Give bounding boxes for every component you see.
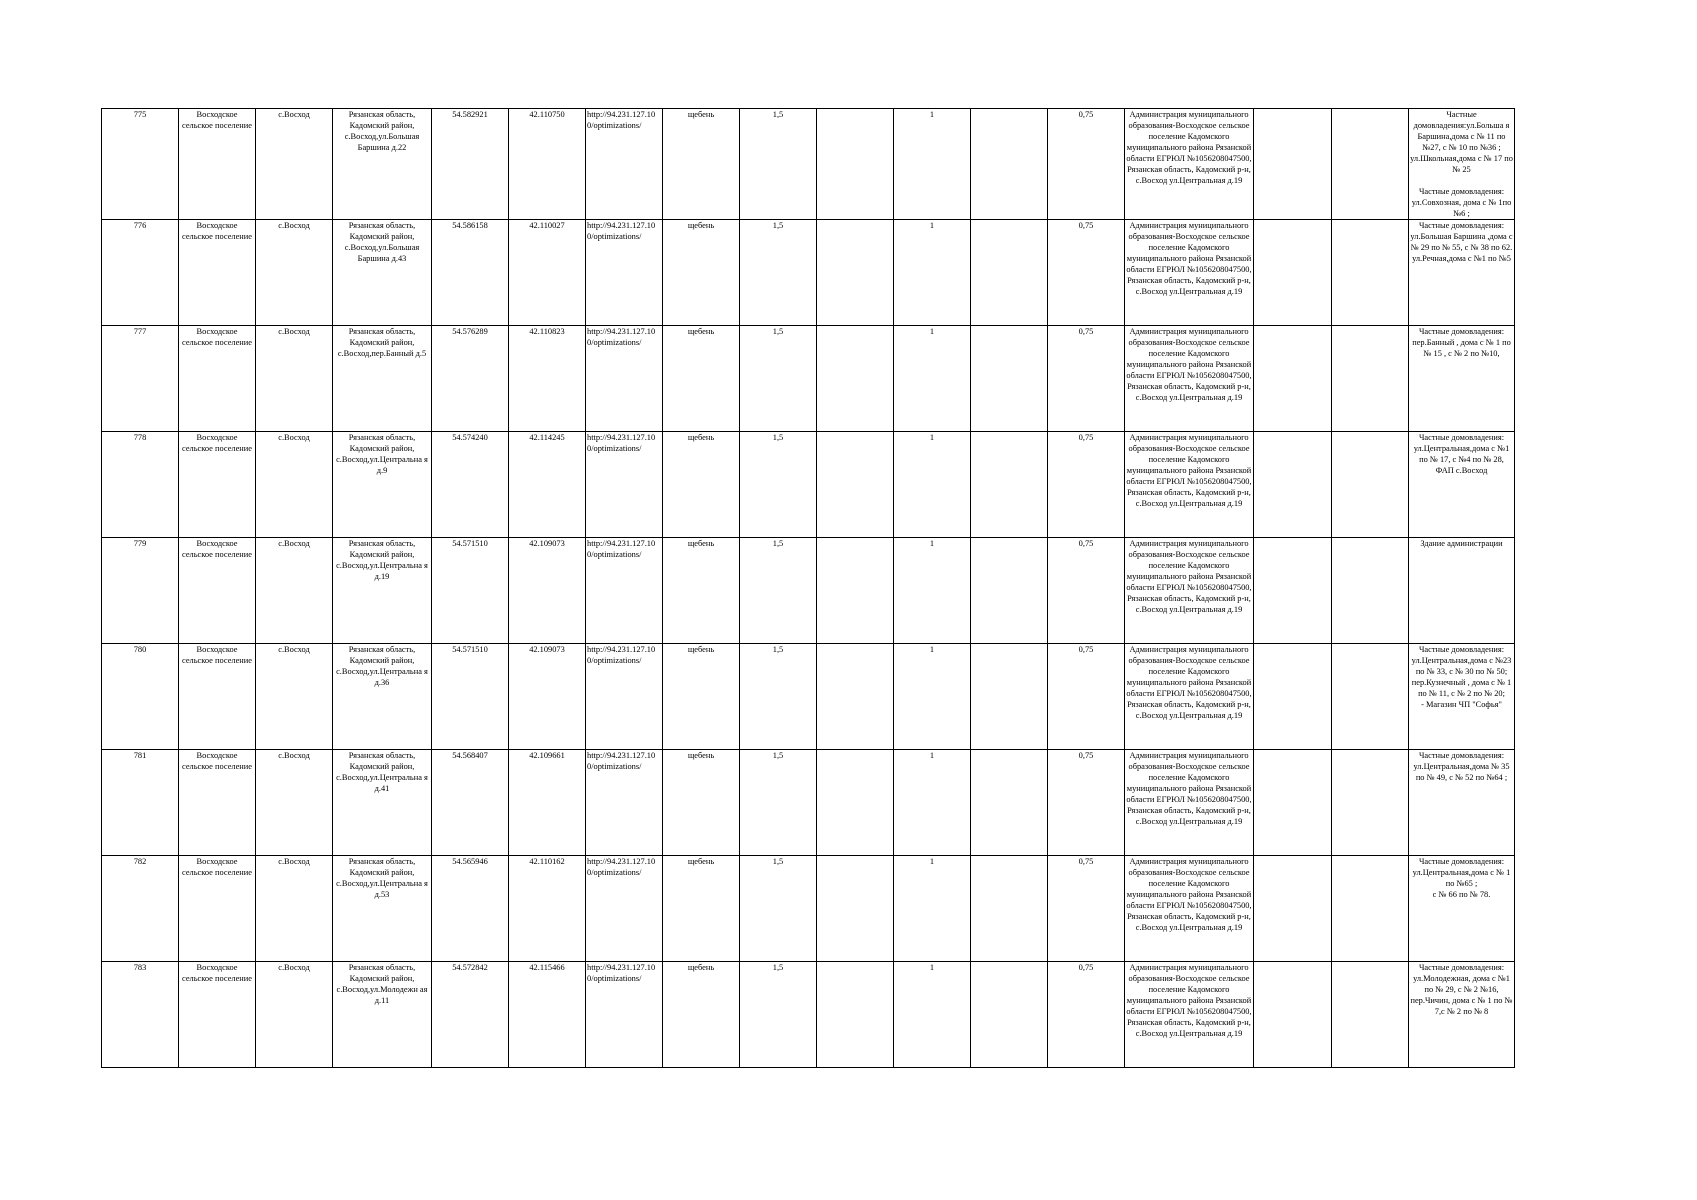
empty-cell (1332, 644, 1409, 750)
table-row (102, 856, 1515, 962)
surface-cell: щебень (663, 644, 740, 750)
area-cell: 1,5 (740, 856, 817, 962)
table-row (102, 644, 1515, 750)
volume-cell: 0,75 (1048, 326, 1125, 432)
volume-cell: 0,75 (1048, 432, 1125, 538)
settlement-cell: Восходское сельское поселение (179, 326, 256, 432)
surface-cell: щебень (663, 962, 740, 1068)
latitude-cell: 54.586158 (432, 220, 509, 326)
settlement-cell: Восходское сельское поселение (179, 432, 256, 538)
settlement-cell: Восходское сельское поселение (179, 856, 256, 962)
owner-cell: Администрация муниципального образования-Восходское сельское поселение Кадомского муниципального района Рязанской области ЕГРЮЛ №1056208047500, Рязанская область, Кадомский р-н, с.Восход ул.Центральная д.19 (1125, 432, 1254, 538)
longitude-cell: 42.109073 (509, 644, 586, 750)
empty-cell (971, 856, 1048, 962)
latitude-cell: 54.571510 (432, 644, 509, 750)
row-number: 783 (102, 962, 179, 1068)
area-cell: 1,5 (740, 538, 817, 644)
container-count-cell: 1 (894, 326, 971, 432)
empty-cell (817, 326, 894, 432)
empty-cell (1254, 326, 1332, 432)
area-cell: 1,5 (740, 326, 817, 432)
url-cell: http://94.231.127.10 0/optimizations/ (586, 750, 663, 856)
area-cell: 1,5 (740, 962, 817, 1068)
empty-cell (971, 644, 1048, 750)
row-number: 777 (102, 326, 179, 432)
address-cell: Рязанская область, Кадомский район, с.Восход,ул.Большая Баршина д.22 (333, 109, 432, 220)
longitude-cell: 42.110750 (509, 109, 586, 220)
village-cell: с.Восход (256, 644, 333, 750)
empty-cell (1332, 220, 1409, 326)
empty-cell (1254, 220, 1332, 326)
empty-cell (1332, 109, 1409, 220)
surface-cell: щебень (663, 220, 740, 326)
empty-cell (1332, 538, 1409, 644)
row-number: 780 (102, 644, 179, 750)
area-cell: 1,5 (740, 109, 817, 220)
url-cell: http://94.231.127.10 0/optimizations/ (586, 432, 663, 538)
empty-cell (1332, 962, 1409, 1068)
empty-cell (1332, 856, 1409, 962)
empty-cell (1254, 538, 1332, 644)
container-count-cell: 1 (894, 962, 971, 1068)
row-number: 781 (102, 750, 179, 856)
address-cell: Рязанская область, Кадомский район, с.Восход,ул.Центральна я д.36 (333, 644, 432, 750)
url-cell: http://94.231.127.10 0/optimizations/ (586, 538, 663, 644)
surface-cell: щебень (663, 538, 740, 644)
sources-cell: Частные домовладения: ул.Центральная,дома № 35 по № 49, с № 52 по №64 ; (1409, 750, 1515, 856)
registry-table-body (102, 109, 1515, 1068)
row-number: 778 (102, 432, 179, 538)
empty-cell (817, 220, 894, 326)
table-row (102, 326, 1515, 432)
longitude-cell: 42.110162 (509, 856, 586, 962)
empty-cell (817, 962, 894, 1068)
sources-cell: Частные домовладения:ул.Больша я Баршина,дома с № 11 по №27, с № 10 по №36 ; ул.Школьная,дома с № 17 по № 25 Частные домовладения: ул.Совхозная, дома с № 1по №6 ; (1410, 110, 1513, 218)
empty-cell (971, 109, 1048, 220)
address-cell: Рязанская область, Кадомский район, с.Восход,ул.Молодежн ая д.11 (333, 962, 432, 1068)
sources-cell: Частные домовладения: ул.Центральная,дома с №23 по № 33, с № 30 по № 50; пер.Кузнечный , дома с № 1 по № 11, с № 2 по № 20; - Магазин ЧП "Софья" (1409, 644, 1515, 750)
empty-cell (1254, 856, 1332, 962)
empty-cell (971, 538, 1048, 644)
volume-cell: 0,75 (1048, 220, 1125, 326)
container-count-cell: 1 (894, 220, 971, 326)
owner-cell: Администрация муниципального образования-Восходское сельское поселение Кадомского муниципального района Рязанской области ЕГРЮЛ №1056208047500, Рязанская область, Кадомский р-н, с.Восход ул.Центральная д.19 (1125, 326, 1254, 432)
empty-cell (1332, 750, 1409, 856)
empty-cell (1254, 109, 1332, 220)
volume-cell: 0,75 (1048, 856, 1125, 962)
village-cell: с.Восход (256, 962, 333, 1068)
empty-cell (971, 220, 1048, 326)
sources-cell: Частные домовладения: ул.Центральная,дома с №1 по № 17, с №4 по № 28, ФАП с.Восход (1409, 432, 1515, 538)
latitude-cell: 54.568407 (432, 750, 509, 856)
url-cell: http://94.231.127.10 0/optimizations/ (586, 962, 663, 1068)
table-row (102, 220, 1515, 326)
longitude-cell: 42.114245 (509, 432, 586, 538)
village-cell: с.Восход (256, 750, 333, 856)
village-cell: с.Восход (256, 432, 333, 538)
surface-cell: щебень (663, 109, 740, 220)
owner-cell: Администрация муниципального образования-Восходское сельское поселение Кадомского муниципального района Рязанской области ЕГРЮЛ №1056208047500, Рязанская область, Кадомский р-н, с.Восход ул.Центральная д.19 (1125, 962, 1254, 1068)
empty-cell (817, 644, 894, 750)
container-count-cell: 1 (894, 538, 971, 644)
empty-cell (1254, 644, 1332, 750)
latitude-cell: 54.574240 (432, 432, 509, 538)
volume-cell: 0,75 (1048, 538, 1125, 644)
latitude-cell: 54.572842 (432, 962, 509, 1068)
longitude-cell: 42.110823 (509, 326, 586, 432)
village-cell: с.Восход (256, 109, 333, 220)
surface-cell: щебень (663, 856, 740, 962)
owner-cell: Администрация муниципального образования-Восходское сельское поселение Кадомского муниципального района Рязанской области ЕГРЮЛ №1056208047500, Рязанская область, Кадомский р-н, с.Восход ул.Центральная д.19 (1125, 220, 1254, 326)
sources-cell: Частные домовладения: ул.Большая Баршина ,дома с № 29 по № 55, с № 38 по 62. ул.Речная,дома с №1 по №5 (1409, 220, 1515, 326)
table-row (102, 538, 1515, 644)
sources-cell: Здание администрации (1409, 538, 1515, 644)
area-cell: 1,5 (740, 220, 817, 326)
row-number: 782 (102, 856, 179, 962)
sources-cell: Частные домовладения: ул.Центральная,дома с № 1 по №65 ; с № 66 по № 78. (1409, 856, 1515, 962)
empty-cell (817, 750, 894, 856)
settlement-cell: Восходское сельское поселение (179, 109, 256, 220)
owner-cell: Администрация муниципального образования-Восходское сельское поселение Кадомского муниципального района Рязанской области ЕГРЮЛ №1056208047500, Рязанская область, Кадомский р-н, с.Восход ул.Центральная д.19 (1125, 538, 1254, 644)
latitude-cell: 54.571510 (432, 538, 509, 644)
volume-cell: 0,75 (1048, 750, 1125, 856)
container-count-cell: 1 (894, 856, 971, 962)
empty-cell (971, 432, 1048, 538)
address-cell: Рязанская область, Кадомский район, с.Восход,ул.Центральна я д.19 (333, 538, 432, 644)
longitude-cell: 42.109073 (509, 538, 586, 644)
empty-cell (817, 538, 894, 644)
address-cell: Рязанская область, Кадомский район, с.Восход,ул.Большая Баршина д.43 (333, 220, 432, 326)
container-count-cell: 1 (894, 432, 971, 538)
owner-cell: Администрация муниципального образования-Восходское сельское поселение Кадомского муниципального района Рязанской области ЕГРЮЛ №1056208047500, Рязанская область, Кадомский р-н, с.Восход ул.Центральная д.19 (1125, 644, 1254, 750)
latitude-cell: 54.565946 (432, 856, 509, 962)
empty-cell (817, 432, 894, 538)
registry-table (101, 108, 1515, 1068)
empty-cell (971, 326, 1048, 432)
longitude-cell: 42.115466 (509, 962, 586, 1068)
row-number: 776 (102, 220, 179, 326)
empty-cell (1332, 326, 1409, 432)
empty-cell (971, 750, 1048, 856)
empty-cell (1332, 432, 1409, 538)
surface-cell: щебень (663, 432, 740, 538)
url-cell: http://94.231.127.10 0/optimizations/ (586, 109, 663, 220)
settlement-cell: Восходское сельское поселение (179, 750, 256, 856)
sources-cell: Частные домовладения: ул.Молодежная, дома с №1 по № 29, с № 2 №16, пер.Чичин, дома с № 1 по № 7,с № 2 по № 8 (1409, 962, 1515, 1068)
settlement-cell: Восходское сельское поселение (179, 644, 256, 750)
area-cell: 1,5 (740, 432, 817, 538)
empty-cell (971, 962, 1048, 1068)
owner-cell: Администрация муниципального образования-Восходское сельское поселение Кадомского муниципального района Рязанской области ЕГРЮЛ №1056208047500, Рязанская область, Кадомский р-н, с.Восход ул.Центральная д.19 (1125, 109, 1254, 220)
longitude-cell: 42.109661 (509, 750, 586, 856)
empty-cell (817, 856, 894, 962)
url-cell: http://94.231.127.10 0/optimizations/ (586, 326, 663, 432)
address-cell: Рязанская область, Кадомский район, с.Восход,пер.Банный д.5 (333, 326, 432, 432)
settlement-cell: Восходское сельское поселение (179, 538, 256, 644)
owner-cell: Администрация муниципального образования-Восходское сельское поселение Кадомского муниципального района Рязанской области ЕГРЮЛ №1056208047500, Рязанская область, Кадомский р-н, с.Восход ул.Центральная д.19 (1125, 750, 1254, 856)
settlement-cell: Восходское сельское поселение (179, 220, 256, 326)
address-cell: Рязанская область, Кадомский район, с.Восход,ул.Центральна я д.53 (333, 856, 432, 962)
empty-cell (1254, 750, 1332, 856)
table-row (102, 962, 1515, 1068)
village-cell: с.Восход (256, 326, 333, 432)
url-cell: http://94.231.127.10 0/optimizations/ (586, 856, 663, 962)
village-cell: с.Восход (256, 856, 333, 962)
table-row (102, 432, 1515, 538)
row-number: 775 (102, 109, 179, 220)
empty-cell (1254, 432, 1332, 538)
container-count-cell: 1 (894, 644, 971, 750)
latitude-cell: 54.582921 (432, 109, 509, 220)
area-cell: 1,5 (740, 750, 817, 856)
table-row (102, 109, 1515, 220)
table-row (102, 750, 1515, 856)
empty-cell (817, 109, 894, 220)
owner-cell: Администрация муниципального образования-Восходское сельское поселение Кадомского муниципального района Рязанской области ЕГРЮЛ №1056208047500, Рязанская область, Кадомский р-н, с.Восход ул.Центральная д.19 (1125, 856, 1254, 962)
village-cell: с.Восход (256, 538, 333, 644)
longitude-cell: 42.110027 (509, 220, 586, 326)
address-cell: Рязанская область, Кадомский район, с.Восход,ул.Центральна я д.41 (333, 750, 432, 856)
url-cell: http://94.231.127.10 0/optimizations/ (586, 220, 663, 326)
village-cell: с.Восход (256, 220, 333, 326)
surface-cell: щебень (663, 326, 740, 432)
container-count-cell: 1 (894, 109, 971, 220)
container-count-cell: 1 (894, 750, 971, 856)
url-cell: http://94.231.127.10 0/optimizations/ (586, 644, 663, 750)
volume-cell: 0,75 (1048, 962, 1125, 1068)
address-cell: Рязанская область, Кадомский район, с.Восход,ул.Центральна я д.9 (333, 432, 432, 538)
settlement-cell: Восходское сельское поселение (179, 962, 256, 1068)
area-cell: 1,5 (740, 644, 817, 750)
volume-cell: 0,75 (1048, 109, 1125, 220)
empty-cell (1254, 962, 1332, 1068)
volume-cell: 0,75 (1048, 644, 1125, 750)
surface-cell: щебень (663, 750, 740, 856)
latitude-cell: 54.576289 (432, 326, 509, 432)
row-number: 779 (102, 538, 179, 644)
sources-cell: Частные домовладения: пер.Банный , дома с № 1 по № 15 , с № 2 по №10, (1409, 326, 1515, 432)
